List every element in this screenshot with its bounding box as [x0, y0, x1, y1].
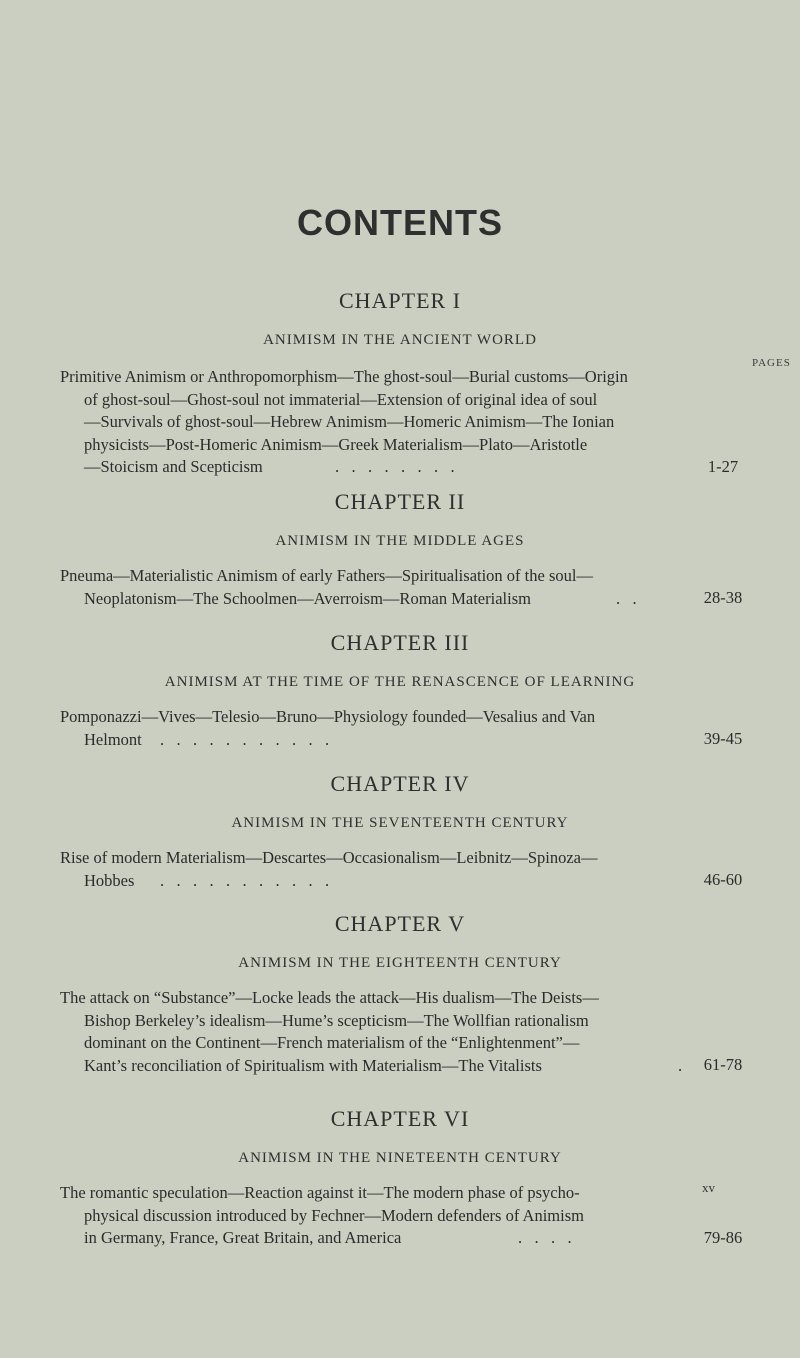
summary-line: Bishop Berkeley’s idealism—Hume’s scepticism—The Wollfian rationalism [84, 1010, 589, 1030]
summary-line: The attack on “Substance”—Locke leads the attack—His dualism—The Deists— [60, 988, 599, 1007]
pages-column-label: PAGES [752, 357, 791, 369]
summary-line: physicists—Post-Homeric Animism—Greek Materialism—Plato—Aristotle [84, 434, 588, 454]
chapter-summary [0, 366, 800, 479]
chapter-summary [0, 565, 800, 610]
chapter-heading: CHAPTER I [338, 288, 462, 313]
chapter-summary [0, 706, 800, 751]
dot-leader: . . . . . . . . . . . [160, 870, 330, 890]
dot-leader: . . . . [518, 1228, 572, 1247]
summary-text: —Stoicism and Scepticism [84, 457, 263, 476]
summary-text: Hobbes [84, 870, 135, 890]
summary-line: dominant on the Continent—French materialism of the “Enlightenment”— [84, 1033, 580, 1052]
chapter-entry [0, 288, 800, 479]
summary-line: physical discussion introduced by Fechner—Modern defenders of Animism [84, 1205, 584, 1225]
chapter-heading: CHAPTER II [334, 489, 466, 514]
summary-text: Kant’s reconciliation of Spiritualism with Materialism—The Vitalists [84, 1055, 542, 1075]
chapter-heading: CHAPTER V [334, 911, 466, 936]
chapter-entry [0, 1106, 800, 1250]
chapter-heading: CHAPTER III [330, 630, 470, 655]
chapter-subtitle: ANIMISM IN THE MIDDLE AGES [275, 533, 525, 549]
chapter-summary [0, 987, 800, 1077]
summary-line: Primitive Animism or Anthropomorphism—The ghost-soul—Burial customs—Origin [60, 367, 628, 386]
summary-line: Pomponazzi—Vives—Telesio—Bruno—Physiology founded—Vesalius and Van [60, 707, 596, 726]
chapter-entry [0, 911, 800, 1077]
chapter-entry [0, 771, 800, 892]
summary-text: Neoplatonism—The Schoolmen—Averroism—Roman Materialism [84, 588, 531, 608]
page-range: 28-38 [703, 588, 743, 607]
chapter-heading: CHAPTER VI [330, 1106, 470, 1131]
dot-leader: . . [616, 588, 637, 608]
chapter-entry [0, 489, 800, 610]
chapter-heading: CHAPTER IV [330, 771, 470, 796]
page-range: 1-27 [707, 457, 739, 476]
chapter-entry [0, 630, 800, 751]
summary-text: Helmont [84, 729, 142, 749]
chapter-subtitle: ANIMISM IN THE NINETEENTH CENTURY [238, 1150, 562, 1166]
page-range: 79-86 [703, 1228, 743, 1247]
summary-line: Rise of modern Materialism—Descartes—Occasionalism—Leibnitz—Spinoza— [60, 848, 598, 867]
page-range: 61-78 [703, 1055, 743, 1074]
chapter-summary [0, 1182, 800, 1250]
chapter-summary [0, 847, 800, 892]
page-range: 39-45 [703, 729, 743, 748]
dot-leader: . . . . . . . . . . . [160, 729, 330, 749]
page-title: CONTENTS [297, 202, 503, 243]
chapter-subtitle: ANIMISM IN THE SEVENTEENTH CENTURY [231, 815, 569, 831]
summary-text: in Germany, France, Great Britain, and America [84, 1228, 402, 1247]
page-range: 46-60 [703, 870, 743, 889]
dot-leader: . . . . . . . . [335, 457, 455, 476]
chapter-subtitle: ANIMISM AT THE TIME OF THE RENASCENCE OF LEARNING [164, 674, 636, 690]
summary-line: Pneuma—Materialistic Animism of early Fathers—Spiritualisation of the soul— [60, 566, 593, 585]
page-number: xv [702, 1180, 715, 1195]
chapter-subtitle: ANIMISM IN THE ANCIENT WORLD [263, 332, 537, 348]
chapter-subtitle: ANIMISM IN THE EIGHTEENTH CENTURY [238, 955, 562, 971]
dot-leader: . [678, 1055, 683, 1075]
summary-line: of ghost-soul—Ghost-soul not immaterial—Extension of original idea of soul [84, 389, 598, 409]
summary-line: The romantic speculation—Reaction against it—The modern phase of psycho- [60, 1183, 580, 1202]
summary-line: —Survivals of ghost-soul—Hebrew Animism—Homeric Animism—The Ionian [84, 412, 615, 431]
